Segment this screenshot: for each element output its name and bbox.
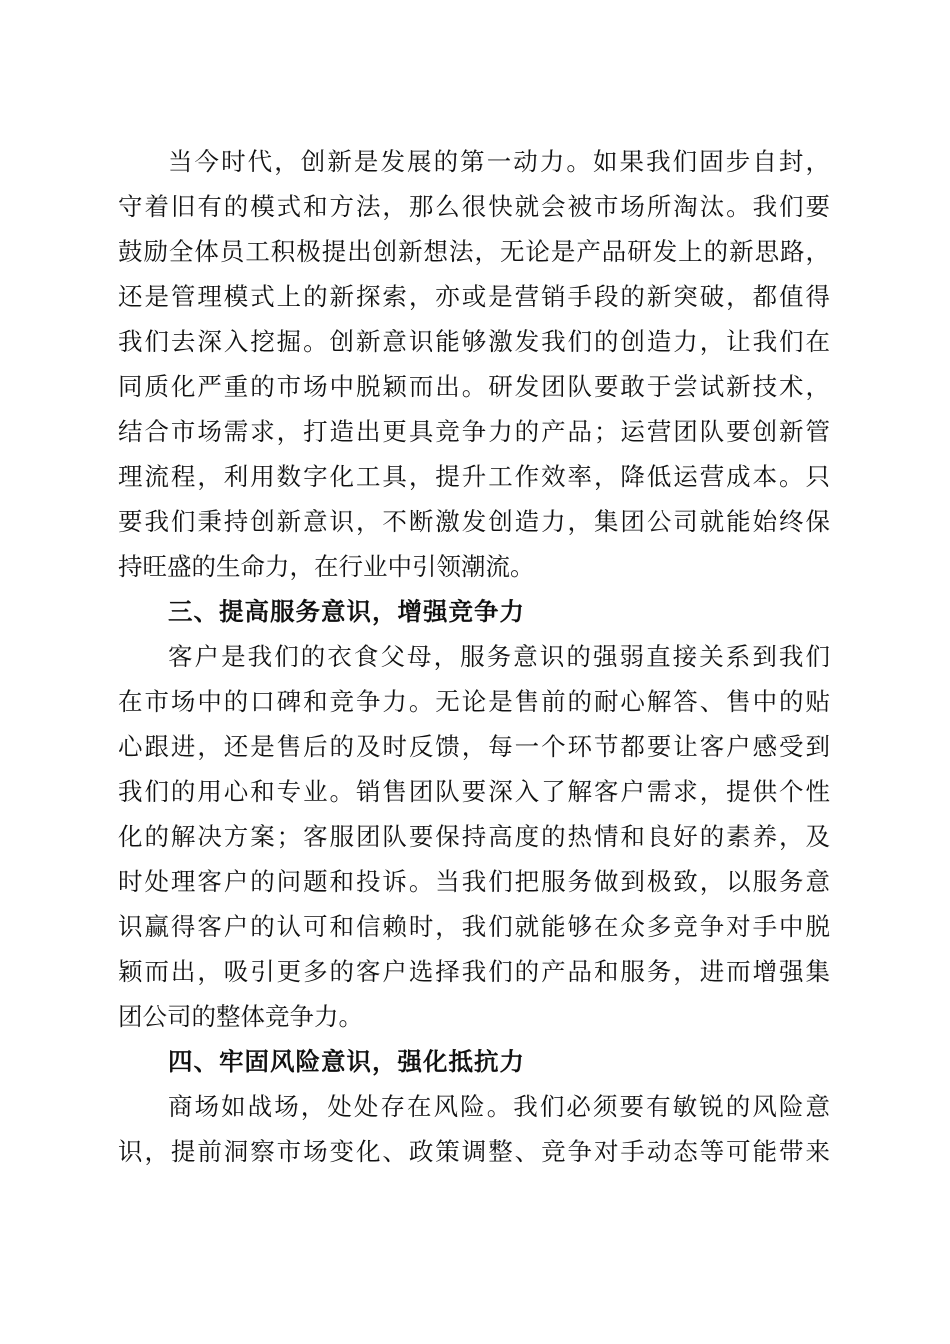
- paragraph-2-line-1: 客户是我们的衣食父母，服务意识的强弱直接关系到我们: [168, 642, 830, 671]
- paragraph-1-line-9: 要我们秉持创新意识，不断激发创造力，集团公司就能始终保: [118, 507, 830, 536]
- paragraph-1-line-7: 结合市场需求，打造出更具竞争力的产品；运营团队要创新管: [118, 417, 830, 446]
- paragraph-1-line-4: 还是管理模式上的新探索，亦或是营销手段的新突破，都值得: [118, 282, 830, 311]
- paragraph-1-line-8: 理流程，利用数字化工具，提升工作效率，降低运营成本。只: [118, 462, 830, 491]
- paragraph-2-line-8: 颖而出，吸引更多的客户选择我们的产品和服务，进而增强集: [118, 957, 830, 986]
- paragraph-2-line-5: 化的解决方案；客服团队要保持高度的热情和良好的素养，及: [118, 822, 830, 851]
- paragraph-2-line-3: 心跟进，还是售后的及时反馈，每一个环节都要让客户感受到: [118, 732, 830, 761]
- paragraph-1-line-5: 我们去深入挖掘。创新意识能够激发我们的创造力，让我们在: [118, 327, 830, 356]
- paragraph-2-line-2: 在市场中的口碑和竞争力。无论是售前的耐心解答、售中的贴: [118, 687, 830, 716]
- paragraph-2-line-7: 识赢得客户的认可和信赖时，我们就能够在众多竞争对手中脱: [118, 912, 830, 941]
- section-heading-3: 三、提高服务意识，增强竞争力: [168, 597, 525, 626]
- paragraph-1-line-10: 持旺盛的生命力，在行业中引领潮流。: [118, 552, 535, 581]
- paragraph-3-line-2: 识，提前洞察市场变化、政策调整、竞争对手动态等可能带来: [118, 1137, 830, 1166]
- paragraph-1-line-2: 守着旧有的模式和方法，那么很快就会被市场所淘汰。我们要: [118, 192, 830, 221]
- paragraph-1-line-1: 当今时代，创新是发展的第一动力。如果我们固步自封，: [168, 147, 830, 176]
- paragraph-1-line-3: 鼓励全体员工积极提出创新想法，无论是产品研发上的新思路，: [118, 237, 830, 266]
- paragraph-2-line-9: 团公司的整体竞争力。: [118, 1002, 363, 1031]
- paragraph-3-line-1: 商场如战场，处处存在风险。我们必须要有敏锐的风险意: [168, 1092, 830, 1121]
- paragraph-2-line-6: 时处理客户的问题和投诉。当我们把服务做到极致，以服务意: [118, 867, 830, 896]
- paragraph-1-line-6: 同质化严重的市场中脱颖而出。研发团队要敢于尝试新技术，: [118, 372, 830, 401]
- paragraph-2-line-4: 我们的用心和专业。销售团队要深入了解客户需求，提供个性: [118, 777, 830, 806]
- section-heading-4: 四、牢固风险意识，强化抵抗力: [168, 1047, 525, 1076]
